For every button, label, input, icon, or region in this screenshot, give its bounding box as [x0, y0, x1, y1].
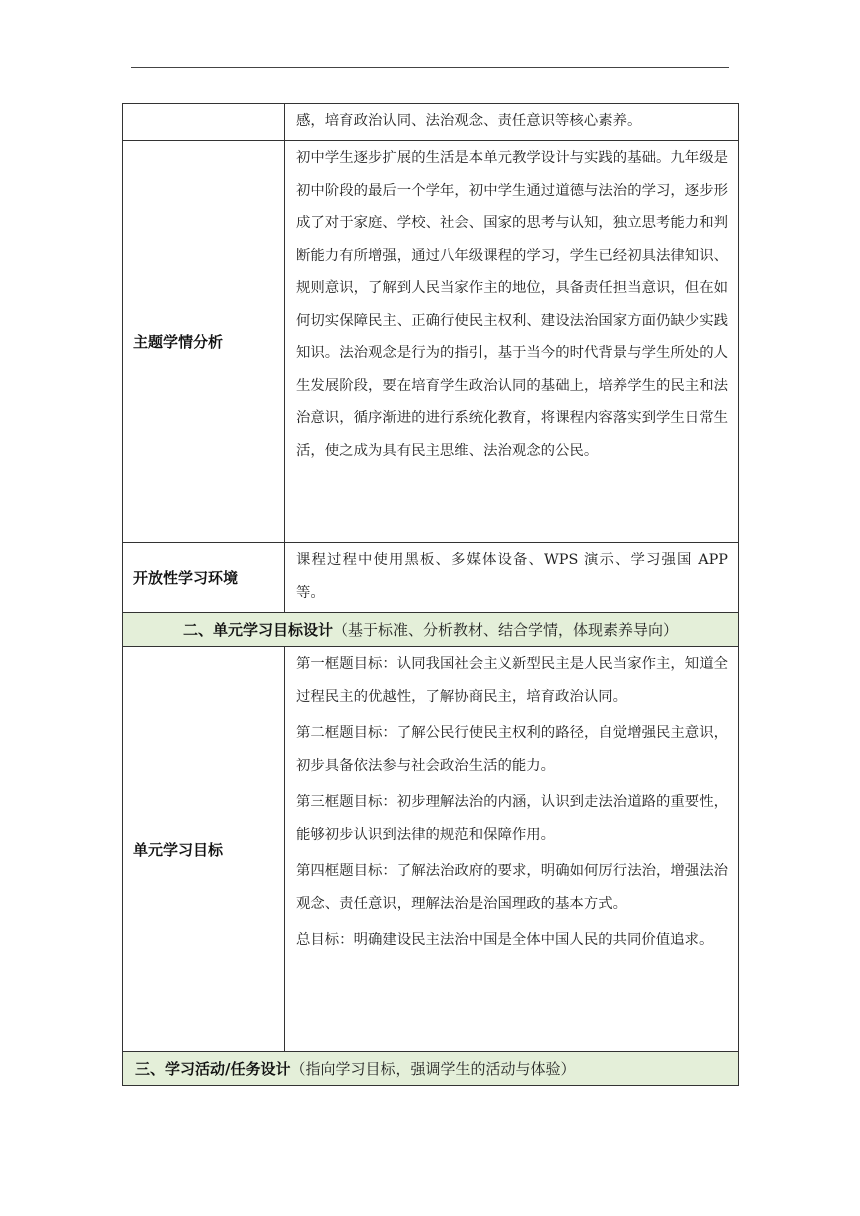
core-literacy-text	[285, 104, 739, 141]
section-header-row-2	[123, 613, 739, 647]
goal-paragraph-4: 第四框题目标：了解法治政府的要求，明确如何厉行法治，增强法治观念、责任意识，理解法治是治国理政的基本方式。	[296, 863, 728, 912]
table-row-learning-environment	[123, 543, 739, 613]
unit-goals-text	[285, 647, 739, 1052]
learning-environment-paragraph: 课程过程中使用黑板、多媒体设备、WPS 演示、学习强国 APP 等。	[296, 552, 728, 601]
section-3-title: 三、学习活动/任务设计	[135, 1059, 291, 1078]
table-row-student-analysis	[123, 141, 739, 543]
student-analysis-label: 主题学情分析	[123, 141, 285, 543]
row-label-empty	[123, 104, 285, 141]
section-2-title: 二、单元学习目标设计	[182, 620, 333, 639]
student-analysis-text	[285, 141, 739, 543]
table-row-unit-goals	[123, 647, 739, 1052]
section-3-header	[123, 1052, 739, 1086]
section-header-row-3	[123, 1052, 739, 1086]
student-analysis-paragraph: 初中学生逐步扩展的生活是本单元教学设计与实践的基础。九年级是初中阶段的最后一个学年，初中学生通过道德与法治的学习，逐步形成了对于家庭、学校、社会、国家的思考与认知，独立思考能力和判断能力有所增强，通过八年级课程的学习，学生已经初具法律知识、规则意识，了解到人民当家作主的地位，具备责任担当意识，但在如何切实保障民主、正确行使民主权利、建设法治国家方面仍缺少实践知识。法治观念是行为的指引，基于当今的时代背景与学生所处的人生发展阶段，要在培育学生政治认同的基础上，培养学生的民主和法治意识，循序渐进的进行系统化教育，将课程内容落实到学生日常生活，使之成为具有民主思维、法治观念的公民。	[296, 150, 728, 459]
table-row-core-literacy	[123, 104, 739, 141]
unit-design-table	[122, 103, 739, 1086]
section-2-subtitle: （基于标准、分析教材、结合学情，体现素养导向）	[333, 620, 679, 639]
goal-paragraph-3: 第三框题目标：初步理解法治的内涵，认识到走法治道路的重要性，能够初步认识到法律的规范和保障作用。	[296, 794, 728, 843]
core-literacy-paragraph: 感，培育政治认同、法治观念、责任意识等核心素养。	[296, 113, 642, 129]
goal-paragraph-total: 总目标：明确建设民主法治中国是全体中国人民的共同价值追求。	[296, 932, 714, 948]
page-header-rule	[131, 67, 729, 68]
learning-environment-text	[285, 543, 739, 613]
unit-goals-label: 单元学习目标	[123, 647, 285, 1052]
goal-paragraph-1: 第一框题目标：认同我国社会主义新型民主是人民当家作主，知道全过程民主的优越性，了解协商民主，培育政治认同。	[296, 656, 728, 705]
learning-environment-label: 开放性学习环境	[123, 543, 285, 613]
goal-paragraph-2: 第二框题目标：了解公民行使民主权利的路径，自觉增强民主意识，初步具备依法参与社会政治生活的能力。	[296, 725, 728, 774]
section-3-subtitle: （指向学习目标，强调学生的活动与体验）	[290, 1059, 576, 1078]
section-2-header	[123, 613, 739, 647]
